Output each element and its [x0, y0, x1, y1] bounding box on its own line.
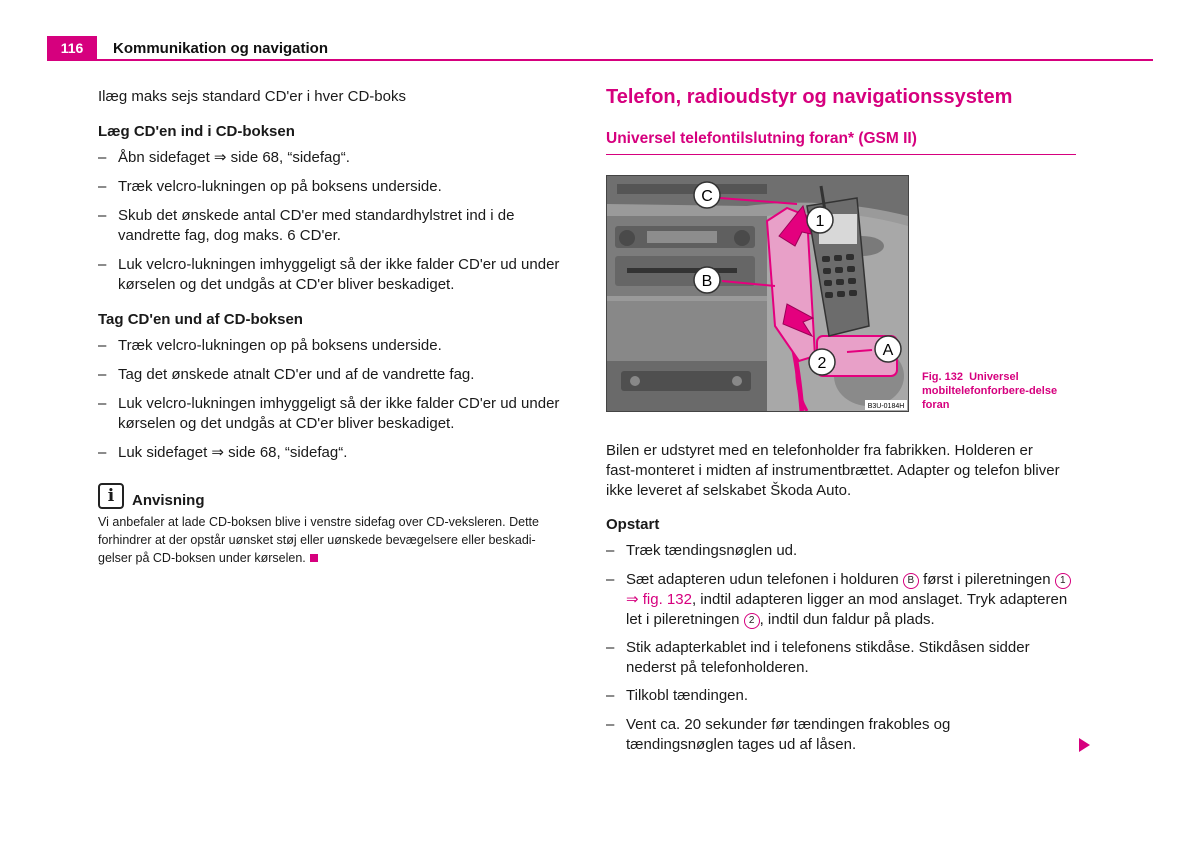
fig-link[interactable]: ⇒ fig. 132: [626, 591, 692, 608]
label-a: A: [882, 342, 894, 359]
figure-code: B3U-0184H: [867, 403, 905, 410]
sub-heading: Universel telefontilslutning foran* (GSM II): [606, 130, 1076, 155]
start-heading: Opstart: [606, 516, 660, 533]
label-c: C: [701, 188, 713, 205]
label-2: 2: [817, 355, 827, 372]
page-number: 116: [60, 40, 84, 56]
ref-b-badge: B: [903, 573, 919, 589]
list-item: – Stik adapterkablet ind i telefonens stikdåse. Stikdåsen sidder nederst på telefonholderen.: [606, 639, 1030, 676]
list-item: – Sæt adapteren udun telefonen i holduren B først i pileretningen 1 ⇒ fig. 132, indtil adapteren ligger an mod anslaget. Tryk adapteren let i pileretningen 2 , indtil dun faldur på plads.: [606, 570, 1078, 630]
list-item: – Åbn sidefaget ⇒ side 68, “sidefag“.: [98, 149, 350, 166]
phone-holder-illustration: [607, 176, 908, 411]
note-title: Anvisning: [132, 492, 205, 509]
list-item: – Tilkobl tændingen.: [606, 687, 749, 704]
intro-paragraph: Bilen er udstyret med en telefonholder fra fabrikken. Holderen er fast-monteret i midten af instrumentbrættet. Adapter og telefon bliver ikke leveret af selskabet Škoda Auto.: [606, 442, 1060, 499]
list-item: – Luk velcro-lukningen imhyggeligt så der ikke falder CD'er ud under kørselen og det undgås at CD'er bliver beskadiget.: [98, 256, 560, 293]
list-item: – Træk velcro-lukningen op på boksens underside.: [98, 337, 442, 354]
list-item: – Træk tændingsnøglen ud.: [606, 542, 798, 559]
figure-phone-holder: [606, 175, 909, 412]
info-icon: i: [98, 483, 124, 509]
list-item: – Træk velcro-lukningen op på boksens underside.: [98, 178, 442, 195]
list-item: – Luk velcro-lukningen imhyggeligt så der ikke falder CD'er ud under kørselen og det undgås at CD'er bliver beskadiget.: [98, 395, 560, 432]
list-item: – Tag det ønskede atnalt CD'er und af de vandrette fag.: [98, 366, 475, 383]
list-item: – Vent ca. 20 sekunder før tændingen frakobles og tændingsnøglen tages ud af låsen.: [606, 716, 951, 753]
ref-2-badge: 2: [744, 613, 760, 629]
continue-arrow-icon: [1079, 738, 1090, 752]
label-1: 1: [815, 213, 825, 230]
header-rule: [47, 59, 1153, 61]
remove-heading: Tag CD'en und af CD-boksen: [98, 311, 303, 328]
list-item: – Luk sidefaget ⇒ side 68, “sidefag“.: [98, 444, 348, 461]
main-heading: Telefon, radioudstyr og navigationssystem: [606, 86, 1013, 108]
section-title: Kommunikation og navigation: [113, 40, 329, 57]
label-b: B: [701, 273, 713, 290]
ref-1-badge: 1: [1055, 573, 1071, 589]
insert-heading: Læg CD'en ind i CD-boksen: [98, 123, 295, 140]
caption-number: Fig. 132: [922, 371, 963, 383]
end-square-icon: [310, 554, 318, 562]
figure-caption: [922, 370, 1062, 412]
list-item: – Skub det ønskede antal CD'er med standardhylstret ind i de vandrette fag, dog maks. 6 CD'er.: [98, 207, 515, 244]
note-text: Vi anbefaler at lade CD-boksen blive i venstre sidefag over CD-veksleren. Dette forhindrer at der opstår uønsket støj eller uønskede bevægelsere eller beskadi-gelser på CD-boksen under kørselen.: [98, 515, 539, 565]
intro-text: Ilæg maks sejs standard CD'er i hver CD-boks: [98, 88, 406, 105]
caption-text: Universel mobiltelefonforbere-delse foran: [922, 371, 1058, 411]
